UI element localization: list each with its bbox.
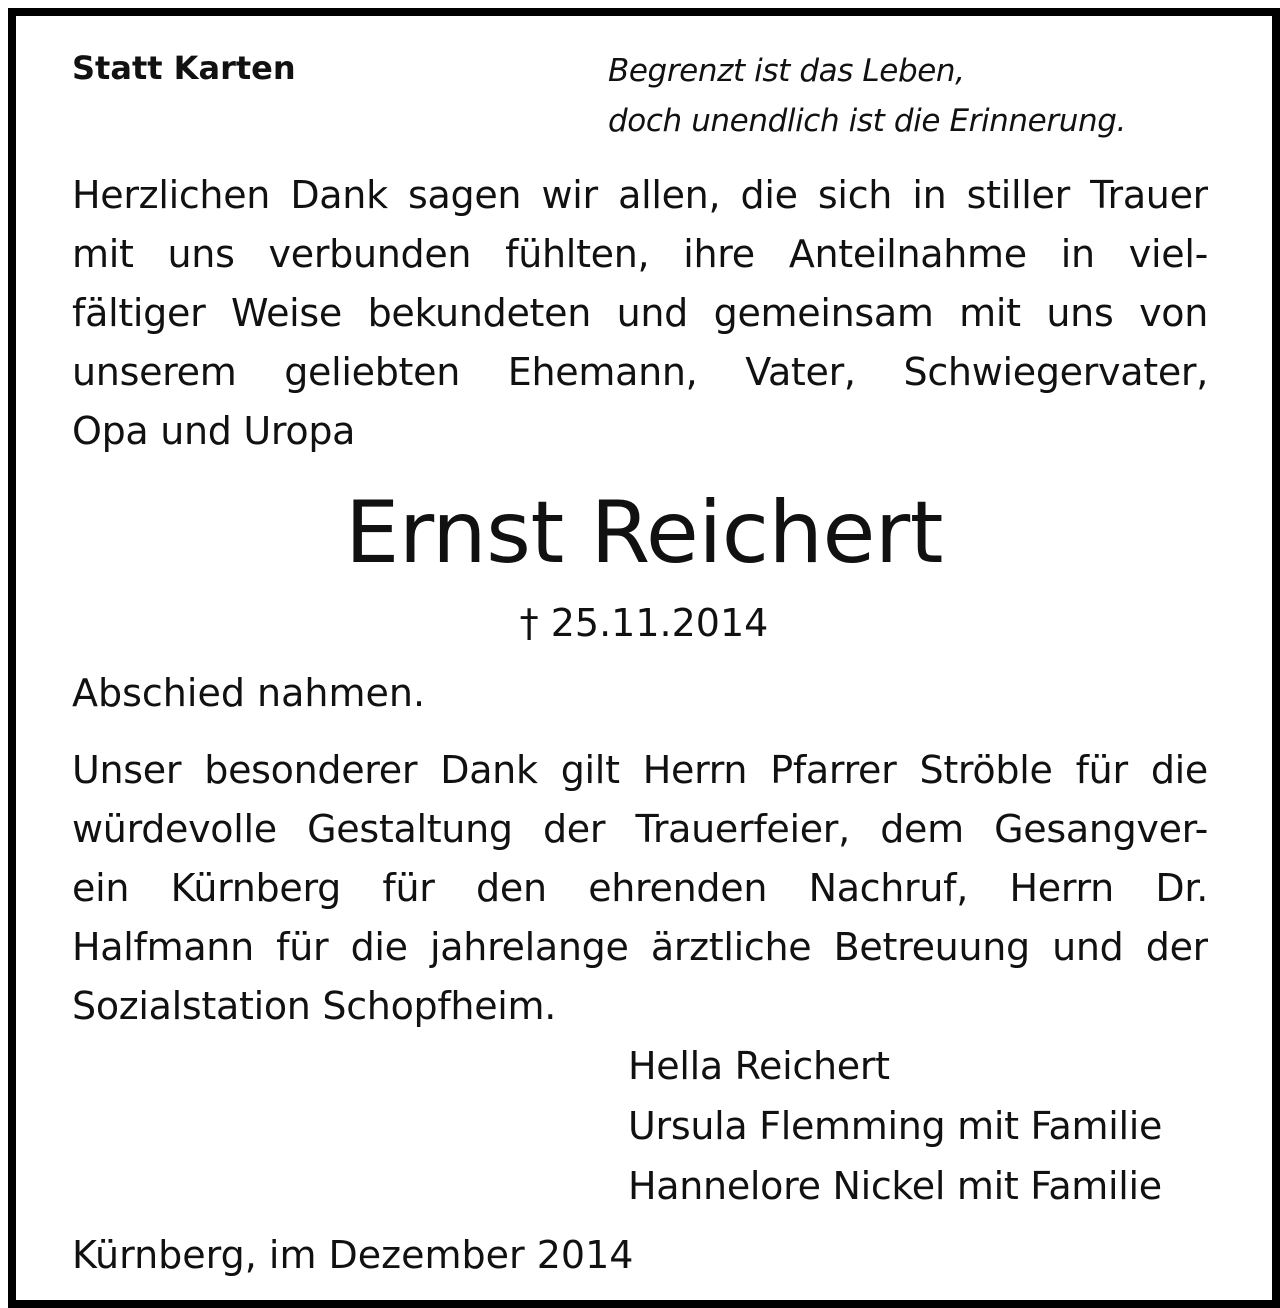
obituary-notice — [8, 8, 1280, 1308]
place-date-line: Kürnberg, im Dezember 2014 — [72, 1233, 634, 1277]
thanks-line: ein Kürnberg für den ehrenden Nachruf, Herrn Dr. — [72, 866, 1208, 910]
motto-line: doch unendlich ist die Erinnerung. — [608, 103, 1126, 139]
header-label: Statt Karten — [72, 49, 296, 87]
death-date: † 25.11.2014 — [519, 601, 769, 645]
thanks-line: Sozialstation Schopfheim. — [72, 984, 557, 1028]
intro-line: fältiger Weise bekundeten und gemeinsam mit uns von — [72, 291, 1208, 335]
thanks-line: würdevolle Gestaltung der Trauerfeier, dem Gesangver- — [72, 807, 1208, 851]
thanks-line: Unser besonderer Dank gilt Herrn Pfarrer Ströble für die — [72, 748, 1208, 792]
intro-paragraph — [72, 166, 1208, 461]
signers-list — [628, 1036, 1162, 1216]
intro-line: Herzlichen Dank sagen wir allen, die sich in stiller Trauer — [72, 173, 1208, 217]
signer-name: Hella Reichert — [628, 1044, 890, 1088]
motto-quote — [608, 46, 1126, 146]
intro-line: mit uns verbunden fühlten, ihre Anteilnahme in viel- — [72, 232, 1208, 276]
signer-name: Hannelore Nickel mit Familie — [628, 1164, 1162, 1208]
thanks-line: Halfmann für die jahrelange ärztliche Betreuung und der — [72, 925, 1208, 969]
deceased-name: Ernst Reichert — [344, 483, 944, 583]
farewell-text: Abschied nahmen. — [72, 671, 426, 715]
thanks-paragraph — [72, 741, 1208, 1036]
signer-name: Ursula Flemming mit Familie — [628, 1104, 1163, 1148]
intro-line: unserem geliebten Ehemann, Vater, Schwiegervater, — [72, 350, 1208, 394]
intro-line: Opa und Uropa — [72, 409, 356, 453]
motto-line: Begrenzt ist das Leben, — [608, 53, 965, 89]
